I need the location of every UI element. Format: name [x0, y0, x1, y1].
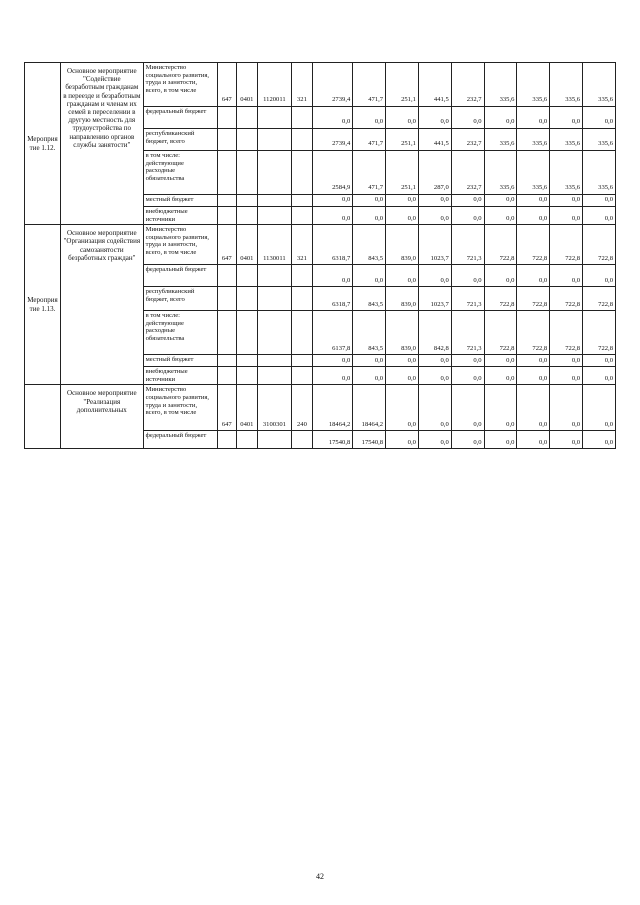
funding-source: Министерство социального развития, труда и занятости, всего, в том числе [143, 385, 217, 431]
rzpr-code [236, 129, 257, 151]
amount-cell: 721,3 [451, 287, 484, 311]
grbs-code [217, 265, 236, 287]
funding-source: республиканский бюджет, всего [143, 287, 217, 311]
amount-cell: 335,6 [484, 151, 517, 195]
amount-cell: 0,0 [484, 431, 517, 449]
amount-cell: 335,6 [550, 129, 583, 151]
grbs-code: 647 [217, 385, 236, 431]
grbs-code [217, 367, 236, 385]
amount-cell: 335,6 [517, 129, 550, 151]
amount-cell: 18464,2 [353, 385, 386, 431]
vr-code: 240 [291, 385, 312, 431]
amount-cell: 232,7 [451, 151, 484, 195]
csr-code [257, 287, 291, 311]
amount-cell: 0,0 [313, 367, 353, 385]
vr-code [291, 431, 312, 449]
amount-cell: 0,0 [517, 367, 550, 385]
amount-cell: 0,0 [418, 431, 451, 449]
amount-cell: 0,0 [517, 355, 550, 367]
vr-code [291, 311, 312, 355]
amount-cell: 0,0 [550, 265, 583, 287]
amount-cell: 335,6 [583, 129, 616, 151]
grbs-code [217, 207, 236, 225]
amount-cell: 0,0 [386, 107, 419, 129]
rzpr-code [236, 151, 257, 195]
amount-cell: 0,0 [550, 107, 583, 129]
amount-cell: 0,0 [418, 195, 451, 207]
grbs-code [217, 195, 236, 207]
amount-cell: 0,0 [418, 107, 451, 129]
amount-cell: 0,0 [313, 195, 353, 207]
amount-cell: 335,6 [583, 63, 616, 107]
rzpr-code [236, 265, 257, 287]
csr-code [257, 207, 291, 225]
csr-code [257, 129, 291, 151]
amount-cell: 0,0 [583, 355, 616, 367]
amount-cell: 287,0 [418, 151, 451, 195]
vr-code: 321 [291, 225, 312, 265]
amount-cell: 0,0 [386, 195, 419, 207]
amount-cell: 0,0 [583, 207, 616, 225]
amount-cell: 722,8 [550, 311, 583, 355]
funding-source: внебюджетные источники [143, 207, 217, 225]
grbs-code [217, 355, 236, 367]
amount-cell: 251,1 [386, 63, 419, 107]
amount-cell: 0,0 [550, 367, 583, 385]
amount-cell: 335,6 [517, 63, 550, 107]
amount-cell: 2739,4 [313, 129, 353, 151]
amount-cell: 0,0 [451, 107, 484, 129]
amount-cell: 722,8 [550, 287, 583, 311]
amount-cell: 0,0 [451, 431, 484, 449]
amount-cell: 0,0 [451, 367, 484, 385]
funding-source: в том числе: действующие расходные обязательства [143, 151, 217, 195]
amount-cell: 0,0 [550, 355, 583, 367]
amount-cell: 0,0 [353, 195, 386, 207]
vr-code [291, 367, 312, 385]
finance-table [24, 62, 616, 449]
grbs-code [217, 129, 236, 151]
amount-cell: 722,8 [484, 287, 517, 311]
rzpr-code: 0401 [236, 385, 257, 431]
amount-cell: 0,0 [517, 431, 550, 449]
amount-cell: 0,0 [583, 265, 616, 287]
vr-code [291, 151, 312, 195]
program-finance-table [24, 62, 616, 449]
csr-code [257, 107, 291, 129]
amount-cell: 0,0 [353, 107, 386, 129]
amount-cell: 335,6 [517, 151, 550, 195]
table-row [25, 63, 616, 107]
amount-cell: 251,1 [386, 151, 419, 195]
csr-code [257, 431, 291, 449]
amount-cell: 251,1 [386, 129, 419, 151]
amount-cell: 335,6 [583, 151, 616, 195]
csr-code [257, 195, 291, 207]
amount-cell: 17540,8 [353, 431, 386, 449]
vr-code [291, 107, 312, 129]
amount-cell: 0,0 [550, 195, 583, 207]
amount-cell: 0,0 [583, 385, 616, 431]
vr-code [291, 129, 312, 151]
amount-cell: 722,8 [550, 225, 583, 265]
amount-cell: 722,8 [517, 225, 550, 265]
vr-code [291, 207, 312, 225]
grbs-code [217, 151, 236, 195]
amount-cell: 335,6 [484, 63, 517, 107]
csr-code [257, 367, 291, 385]
amount-cell: 843,5 [353, 311, 386, 355]
funding-source: в том числе: действующие расходные обязательства [143, 311, 217, 355]
amount-cell: 0,0 [353, 265, 386, 287]
grbs-code [217, 287, 236, 311]
rzpr-code [236, 367, 257, 385]
grbs-code [217, 431, 236, 449]
amount-cell: 721,3 [451, 311, 484, 355]
measure-name: Основное мероприятие "Организация содействия самозанятости безработных граждан" [61, 225, 144, 385]
amount-cell: 722,8 [583, 225, 616, 265]
amount-cell: 0,0 [484, 385, 517, 431]
amount-cell: 721,3 [451, 225, 484, 265]
rzpr-code [236, 287, 257, 311]
table-row [25, 385, 616, 431]
csr-code [257, 355, 291, 367]
amount-cell: 0,0 [484, 207, 517, 225]
amount-cell: 18464,2 [313, 385, 353, 431]
amount-cell: 0,0 [418, 355, 451, 367]
amount-cell: 0,0 [583, 107, 616, 129]
rzpr-code: 0401 [236, 225, 257, 265]
grbs-code: 647 [217, 63, 236, 107]
amount-cell: 335,6 [550, 63, 583, 107]
vr-code [291, 265, 312, 287]
amount-cell: 1023,7 [418, 287, 451, 311]
amount-cell: 722,8 [517, 311, 550, 355]
amount-cell: 17540,8 [313, 431, 353, 449]
amount-cell: 0,0 [451, 265, 484, 287]
amount-cell: 722,8 [583, 311, 616, 355]
amount-cell: 0,0 [353, 207, 386, 225]
amount-cell: 0,0 [313, 265, 353, 287]
funding-source: Министерство социального развития, труда и занятости, всего, в том числе [143, 63, 217, 107]
csr-code [257, 265, 291, 287]
amount-cell: 0,0 [550, 431, 583, 449]
amount-cell: 722,8 [484, 311, 517, 355]
funding-source: федеральный бюджет [143, 431, 217, 449]
amount-cell: 0,0 [418, 385, 451, 431]
amount-cell: 0,0 [418, 207, 451, 225]
amount-cell: 722,8 [484, 225, 517, 265]
amount-cell: 6318,7 [313, 287, 353, 311]
funding-source: местный бюджет [143, 195, 217, 207]
vr-code: 321 [291, 63, 312, 107]
amount-cell: 6137,8 [313, 311, 353, 355]
amount-cell: 0,0 [451, 195, 484, 207]
amount-cell: 0,0 [550, 207, 583, 225]
amount-cell: 0,0 [451, 355, 484, 367]
amount-cell: 0,0 [386, 355, 419, 367]
funding-source: внебюджетные источники [143, 367, 217, 385]
amount-cell: 441,5 [418, 63, 451, 107]
amount-cell: 2584,9 [313, 151, 353, 195]
amount-cell: 843,5 [353, 225, 386, 265]
amount-cell: 471,7 [353, 63, 386, 107]
amount-cell: 0,0 [484, 265, 517, 287]
amount-cell: 0,0 [517, 195, 550, 207]
table-body [25, 63, 616, 449]
grbs-code [217, 311, 236, 355]
vr-code [291, 195, 312, 207]
amount-cell: 0,0 [313, 107, 353, 129]
amount-cell: 0,0 [583, 195, 616, 207]
amount-cell: 839,0 [386, 287, 419, 311]
amount-cell: 722,8 [517, 287, 550, 311]
amount-cell: 0,0 [418, 265, 451, 287]
csr-code [257, 151, 291, 195]
rzpr-code: 0401 [236, 63, 257, 107]
rzpr-code [236, 207, 257, 225]
amount-cell: 1023,7 [418, 225, 451, 265]
amount-cell: 0,0 [517, 385, 550, 431]
amount-cell: 0,0 [517, 207, 550, 225]
funding-source: республиканский бюджет, всего [143, 129, 217, 151]
amount-cell: 722,8 [583, 287, 616, 311]
rzpr-code [236, 311, 257, 355]
amount-cell: 0,0 [517, 265, 550, 287]
grbs-code [217, 107, 236, 129]
rzpr-code [236, 107, 257, 129]
amount-cell: 0,0 [484, 107, 517, 129]
amount-cell: 471,7 [353, 129, 386, 151]
rzpr-code [236, 195, 257, 207]
amount-cell: 0,0 [583, 431, 616, 449]
amount-cell: 0,0 [484, 355, 517, 367]
amount-cell: 0,0 [451, 385, 484, 431]
amount-cell: 0,0 [386, 265, 419, 287]
amount-cell: 335,6 [550, 151, 583, 195]
amount-cell: 0,0 [550, 385, 583, 431]
vr-code [291, 355, 312, 367]
vr-code [291, 287, 312, 311]
funding-source: федеральный бюджет [143, 265, 217, 287]
csr-code: 1130011 [257, 225, 291, 265]
amount-cell: 0,0 [353, 367, 386, 385]
amount-cell: 843,5 [353, 287, 386, 311]
amount-cell: 441,5 [418, 129, 451, 151]
amount-cell: 0,0 [484, 195, 517, 207]
measure-index: Мероприятие 1.12. [25, 63, 61, 225]
csr-code [257, 311, 291, 355]
amount-cell: 0,0 [313, 355, 353, 367]
measure-index: Мероприятие 1.13. [25, 225, 61, 385]
amount-cell: 0,0 [517, 107, 550, 129]
measure-index [25, 385, 61, 449]
funding-source: Министерство социального развития, труда и занятости, всего, в том числе [143, 225, 217, 265]
amount-cell: 0,0 [353, 355, 386, 367]
rzpr-code [236, 431, 257, 449]
amount-cell: 0,0 [583, 367, 616, 385]
amount-cell: 839,0 [386, 225, 419, 265]
amount-cell: 0,0 [386, 367, 419, 385]
amount-cell: 6318,7 [313, 225, 353, 265]
funding-source: местный бюджет [143, 355, 217, 367]
amount-cell: 471,7 [353, 151, 386, 195]
amount-cell: 0,0 [386, 385, 419, 431]
amount-cell: 842,8 [418, 311, 451, 355]
amount-cell: 0,0 [313, 207, 353, 225]
amount-cell: 0,0 [418, 367, 451, 385]
amount-cell: 2739,4 [313, 63, 353, 107]
measure-name: Основное мероприятие "Содействие безработным гражданам в переезде и безработным гражданам и членам их семей в переселении в другую местность для трудоустройства по направлению органов службы занятости" [61, 63, 144, 225]
table-row [25, 225, 616, 265]
measure-name: Основное мероприятие "Реализация дополнительных [61, 385, 144, 449]
csr-code: 1120011 [257, 63, 291, 107]
csr-code: 3100301 [257, 385, 291, 431]
amount-cell: 0,0 [386, 431, 419, 449]
amount-cell: 232,7 [451, 63, 484, 107]
grbs-code: 647 [217, 225, 236, 265]
rzpr-code [236, 355, 257, 367]
amount-cell: 0,0 [484, 367, 517, 385]
amount-cell: 839,0 [386, 311, 419, 355]
funding-source: федеральный бюджет [143, 107, 217, 129]
page-number: 42 [316, 872, 324, 881]
amount-cell: 335,6 [484, 129, 517, 151]
amount-cell: 232,7 [451, 129, 484, 151]
amount-cell: 0,0 [451, 207, 484, 225]
amount-cell: 0,0 [386, 207, 419, 225]
